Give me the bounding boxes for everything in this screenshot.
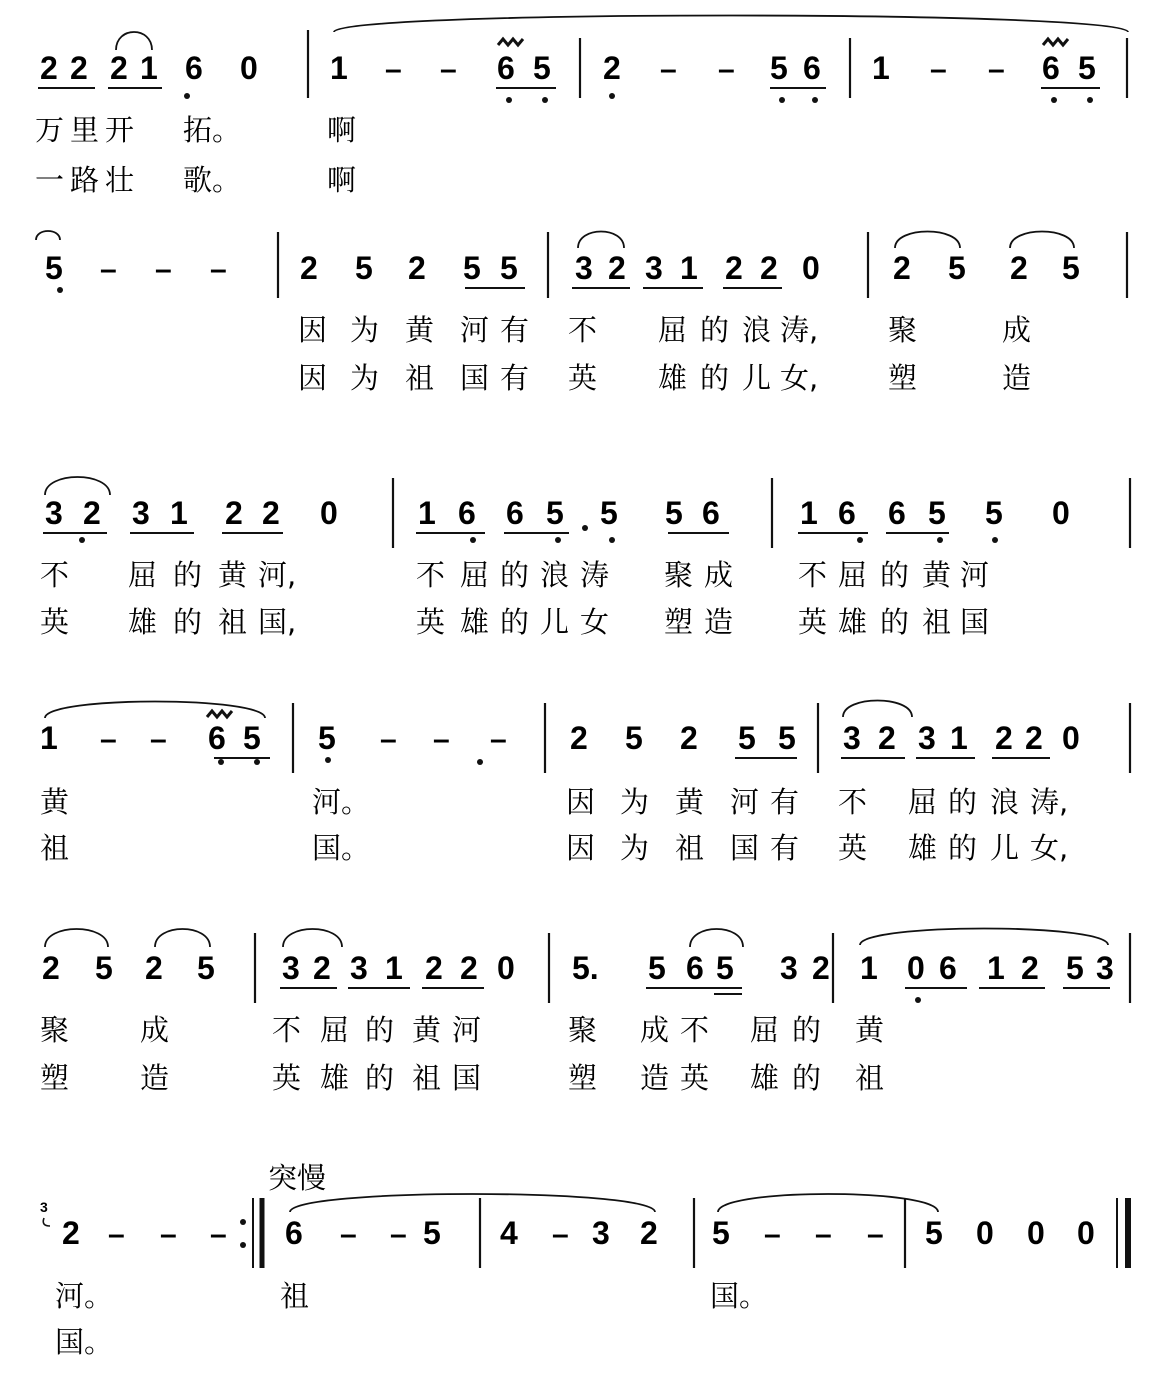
lyric-verse-2: 造 [640,1061,670,1095]
lyric-verse-1: 因 [298,313,328,347]
phrase-slur [334,16,1128,33]
sustain-dash: – [988,53,1005,86]
lyric-verse-2: 造 [704,605,734,639]
note-digit: 2 [893,250,911,286]
lyric-verse-1: 河。 [55,1279,114,1313]
lyric-verse-1: 不 [40,558,70,592]
lyric-verse-2: 国。 [55,1325,114,1359]
note-digit: 2 [408,250,426,286]
note-digit: 6 [285,1215,303,1251]
sustain-dash: – [380,723,397,756]
lyric-verse-1: 河, [258,558,297,592]
sustain-dash: – [340,1218,357,1251]
grace-hook [43,1218,50,1226]
lyric-verse-1: 有 [770,785,800,819]
lyric-verse-2: 壮 [105,163,135,197]
lyric-verse-2: 国, [258,605,297,639]
note-digit: 5 [1078,50,1096,86]
note-digit: 1 [800,495,818,531]
lyric-verse-1: 不 [416,558,446,592]
slur [1010,232,1074,249]
note-digit: 3 [780,950,798,986]
lyric-verse-1: 的 [173,558,203,592]
mordent-ornament [1043,39,1068,45]
rest-note: 0 [240,50,258,86]
note-digit: 1 [330,50,348,86]
note-digit: 1 [680,250,698,286]
sustain-dash: – [385,53,402,86]
note-digit: 6 [208,720,226,756]
rest-note: 0 [907,950,925,986]
low-octave-dot [779,97,785,103]
lyric-verse-1: 涛, [1030,785,1069,819]
tempo-mark: 突慢 [268,1161,327,1195]
sustain-dash: – [390,1218,407,1251]
lyrics-layer [35,113,1068,1359]
note-digit: 5 [738,720,756,756]
note-digit: 2 [570,720,588,756]
lyric-verse-1: 屈 [908,785,938,819]
lyric-verse-2: 英 [838,831,868,865]
note-digit: 3 [918,720,936,756]
lyric-verse-2: 国。 [312,831,371,865]
lyric-verse-1: 有 [500,313,530,347]
lyric-verse-1: 浪 [540,558,570,592]
slur [116,32,152,50]
sustain-dash: – [210,253,227,286]
lyric-verse-2: 雄 [320,1061,350,1095]
note-digit: 6 [838,495,856,531]
note-digit: 2 [680,720,698,756]
rest-note: 0 [802,250,820,286]
note-digit: 5 [1062,250,1080,286]
note-digit: 5 [778,720,796,756]
note-digit: 2 [812,950,830,986]
lyric-verse-2: 的 [792,1061,822,1095]
note-digit: 1 [987,950,1005,986]
lyric-verse-1: 屈 [320,1013,350,1047]
lyric-verse-2: 英 [798,605,828,639]
lyric-verse-2: 祖 [675,831,705,865]
note-digit: 2 [603,50,621,86]
lyric-verse-1: 因 [566,785,596,819]
note-digit: 1 [418,495,436,531]
lyric-verse-2: 塑 [888,361,918,395]
lyric-verse-2: 造 [1002,361,1032,395]
note-digit: 6 [686,950,704,986]
phrase-slur [290,1194,655,1212]
lyric-verse-1: 黄 [675,785,705,819]
lyric-verse-2: 雄 [838,605,868,639]
low-octave-dot [915,997,921,1003]
lyric-verse-2: 为 [350,361,380,395]
lyric-verse-2: 有 [500,361,530,395]
sustain-dash: – [150,723,167,756]
low-octave-dot [555,537,561,543]
lyric-verse-2: 的 [948,831,978,865]
lyric-verse-2: 国 [960,605,990,639]
low-octave-dot [506,97,512,103]
lyric-verse-1: 不 [272,1013,302,1047]
sustain-dash: – [815,1218,832,1251]
lyric-verse-2: 祖 [40,831,70,865]
lyric-verse-1: 河 [730,785,760,819]
note-digit: 2 [225,495,243,531]
lyric-verse-1: 的 [500,558,530,592]
lyric-verse-1: 涛 [580,558,610,592]
lyric-verse-1: 不 [798,558,828,592]
sustain-dash: – [718,53,735,86]
slur [843,701,912,718]
phrase-slur [45,702,265,719]
lyric-verse-2: 有 [770,831,800,865]
lyric-verse-2: 儿 [540,605,570,639]
lyric-verse-1: 涛, [780,313,819,347]
sustain-dash: – [108,1218,125,1251]
note-digit: 5 [770,50,788,86]
lyric-verse-2: 英 [680,1061,710,1095]
lyric-verse-1: 拓。 [183,113,242,147]
note-digit: 2 [262,495,280,531]
note-digit: 3 [45,495,63,531]
note-digit: 2 [313,950,331,986]
note-digit: 2 [608,250,626,286]
note-digit: 6 [803,50,821,86]
note-digit: 5 [1066,950,1084,986]
lyric-verse-1: 聚 [568,1013,598,1047]
slur [283,929,342,947]
note-digit: 3 [843,720,861,756]
lyric-verse-2: 雄 [460,605,490,639]
lyric-verse-2: 祖 [218,605,248,639]
low-octave-dot [857,537,863,543]
rest-note: 0 [976,1215,994,1251]
lyric-verse-1: 聚 [40,1013,70,1047]
note-digit: 5 [648,950,666,986]
note-digit: 5 [533,50,551,86]
note-digit: 1 [40,720,58,756]
lyric-verse-2: 的 [500,605,530,639]
lyric-verse-2: 祖 [855,1061,885,1095]
grace-note: 3 [40,1199,48,1215]
lyric-verse-2: 歌。 [183,163,242,197]
lyric-verse-1: 为 [350,313,380,347]
repeat-dot [240,1242,246,1248]
note-digit: 5 [45,250,63,286]
rest-note: 0 [1052,495,1070,531]
lyric-verse-2: 女, [780,361,819,395]
repeat-dot [240,1219,246,1225]
sustain-dash: – [100,723,117,756]
lyric-verse-1: 河 [460,313,490,347]
low-octave-dot [477,759,483,765]
low-octave-dot [470,537,476,543]
sustain-dash: – [160,1218,177,1251]
lyric-verse-2: 因 [566,831,596,865]
lyric-verse-1: 黄 [412,1013,442,1047]
lyric-verse-2: 的 [365,1061,395,1095]
note-digit: 5 [197,950,215,986]
note-digit: 1 [872,50,890,86]
note-digit: 5 [355,250,373,286]
lyric-verse-2: 雄 [750,1061,780,1095]
lyric-verse-2: 的 [173,605,203,639]
note-digit: 2 [1010,250,1028,286]
note-digit: 5 [546,495,564,531]
lyric-verse-2: 造 [140,1061,170,1095]
note-digit: 5 [928,495,946,531]
note-digit: 5 [95,950,113,986]
sustain-dash: – [210,1218,227,1251]
low-octave-dot [992,537,998,543]
low-octave-dot [812,97,818,103]
lyric-verse-1: 的 [880,558,910,592]
lyric-verse-1: 聚 [664,558,694,592]
note-digit: 5 [600,495,618,531]
lyric-verse-1: 黄 [405,313,435,347]
note-digit: 2 [640,1215,658,1251]
lyric-verse-2: 祖 [405,361,435,395]
note-digit: 2 [300,250,318,286]
slur [578,232,624,249]
lyric-verse-2: 国 [730,831,760,865]
note-digit: 2 [1021,950,1039,986]
lyric-verse-2: 塑 [568,1061,598,1095]
low-octave-dot [79,537,85,543]
lyric-verse-2: 英 [568,361,598,395]
rest-note: 0 [1062,720,1080,756]
sustain-dash: – [930,53,947,86]
note-digit: 2 [1025,720,1043,756]
rest-note: 0 [1027,1215,1045,1251]
note-digit: 3 [282,950,300,986]
lyric-verse-1: 屈 [460,558,490,592]
lyric-verse-2: 英 [40,605,70,639]
lyric-verse-2: 塑 [40,1061,70,1095]
lyric-verse-1: 的 [792,1013,822,1047]
sustain-dash: – [440,53,457,86]
lyric-verse-2: 儿 [990,831,1020,865]
note-digit: 5. [572,950,599,986]
note-digit: 2 [70,50,88,86]
lyric-verse-2: 女 [580,605,610,639]
note-digit: 2 [62,1215,80,1251]
note-digit: 2 [460,950,478,986]
note-digit: 6 [497,50,515,86]
lyric-verse-1: 啊 [327,113,357,147]
lyric-verse-1: 黄 [218,558,248,592]
note-digit: 6 [458,495,476,531]
note-digit: 5 [423,1215,441,1251]
lyric-verse-1: 黄 [922,558,952,592]
slur [155,929,210,947]
lyric-verse-1: 的 [948,785,978,819]
low-octave-dot [542,97,548,103]
note-digit: 6 [888,495,906,531]
note-digit: 5 [948,250,966,286]
note-digit: 2 [760,250,778,286]
note-digit: 5 [500,250,518,286]
low-octave-dot [937,537,943,543]
note-digit: 5 [463,250,481,286]
lyric-verse-1: 成 [704,558,734,592]
note-digit: 6 [1042,50,1060,86]
sustain-dash: – [764,1218,781,1251]
note-digit: 2 [42,950,60,986]
note-digit: 2 [425,950,443,986]
lyric-verse-1: 里 [70,113,100,147]
lyric-verse-1: 屈 [750,1013,780,1047]
note-digit: 2 [995,720,1013,756]
sustain-dash: – [660,53,677,86]
sustain-dash: – [490,723,507,756]
lyric-verse-1: 成 [140,1013,170,1047]
lyric-verse-2: 国 [452,1061,482,1095]
lyric-verse-2: 祖 [412,1061,442,1095]
note-digit: 2 [110,50,128,86]
note-digit: 6 [185,50,203,86]
note-digit: 4 [500,1215,518,1251]
low-octave-dot [325,757,331,763]
note-digit: 3 [350,950,368,986]
lyric-verse-1: 河。 [312,785,371,819]
sustain-dash: – [867,1218,884,1251]
note-digit: 2 [83,495,101,531]
phrase-slur [860,929,1108,946]
note-digit: 6 [939,950,957,986]
low-octave-dot [1087,97,1093,103]
lyric-verse-1: 为 [620,785,650,819]
lyric-verse-2: 国 [460,361,490,395]
note-digit: 3 [592,1215,610,1251]
mordent-ornament [207,711,232,717]
lyric-verse-2: 英 [416,605,446,639]
low-octave-dot [184,93,190,99]
note-digit: 5 [625,720,643,756]
lyric-verse-1: 开 [105,113,135,147]
lyric-verse-1: 不 [838,785,868,819]
lyric-verse-2: 一 [35,163,65,197]
note-digit: 5 [716,950,734,986]
lyric-verse-2: 雄 [908,831,938,865]
note-digit: 1 [170,495,188,531]
lyric-verse-2: 的 [880,605,910,639]
lyric-verse-1: 的 [365,1013,395,1047]
note-digit: 3 [132,495,150,531]
note-digit: 2 [878,720,896,756]
lyric-verse-2: 雄 [658,361,688,395]
note-digit: 6 [702,495,720,531]
lyric-verse-1: 浪 [990,785,1020,819]
lyric-verse-1: 屈 [838,558,868,592]
lyric-verse-2: 儿 [742,361,772,395]
lyric-verse-2: 祖 [922,605,952,639]
lyric-verse-1: 河 [960,558,990,592]
note-digit: 3 [575,250,593,286]
slur [45,929,108,947]
low-octave-dot [57,287,63,293]
sustain-dash: – [100,253,117,286]
lyric-verse-1: 国。 [710,1279,769,1313]
lyric-verse-1: 黄 [855,1013,885,1047]
note-digit: 1 [385,950,403,986]
note-digit: 1 [950,720,968,756]
note-digit: 2 [145,950,163,986]
note-digit: 1 [140,50,158,86]
lyric-verse-1: 不 [680,1013,710,1047]
slur [45,477,110,495]
low-octave-dot [1051,97,1057,103]
rest-note: 0 [497,950,515,986]
low-octave-dot [609,93,615,99]
rest-note: 0 [1077,1215,1095,1251]
slur [895,232,960,249]
lyric-verse-2: 路 [70,163,100,197]
lyric-verse-1: 屈 [128,558,158,592]
note-digit: 5 [243,720,261,756]
sustain-dash: – [433,723,450,756]
lyric-verse-2: 啊 [327,163,357,197]
lyric-verse-2: 女, [1030,831,1069,865]
tie [36,231,60,240]
lyric-verse-1: 聚 [888,313,918,347]
lyric-verse-1: 不 [568,313,598,347]
lyric-verse-2: 因 [298,361,328,395]
note-digit: 5 [318,720,336,756]
lyric-verse-1: 屈 [658,313,688,347]
note-digit: 3 [645,250,663,286]
rest-note: 0 [320,495,338,531]
lyric-verse-1: 黄 [40,785,70,819]
note-digit: 5 [665,495,683,531]
note-digit: 5 [712,1215,730,1251]
lyric-verse-2: 塑 [664,605,694,639]
lyric-verse-1: 成 [640,1013,670,1047]
lyric-verse-2: 为 [620,831,650,865]
note-digit: 5 [925,1215,943,1251]
note-digit: 6 [506,495,524,531]
low-octave-dot [609,537,615,543]
lyric-verse-1: 河 [452,1013,482,1047]
dotted-note-dot [582,525,588,531]
lyric-verse-2: 雄 [128,605,158,639]
note-digit: 2 [725,250,743,286]
lyric-verse-2: 英 [272,1061,302,1095]
low-octave-dot [218,759,224,765]
lyric-verse-1: 万 [35,113,65,147]
slur [690,929,743,947]
lyric-verse-1: 成 [1002,313,1032,347]
lyric-verse-1: 浪 [742,313,772,347]
note-digit: 2 [40,50,58,86]
lyric-verse-1: 祖 [280,1279,310,1313]
sustain-dash: – [155,253,172,286]
low-octave-dot [254,759,260,765]
lyric-verse-2: 的 [700,361,730,395]
mordent-ornament [498,39,523,45]
note-digit: 5 [985,495,1003,531]
sustain-dash: – [552,1218,569,1251]
lyric-verse-1: 的 [700,313,730,347]
note-digit: 3 [1096,950,1114,986]
note-digit: 1 [860,950,878,986]
